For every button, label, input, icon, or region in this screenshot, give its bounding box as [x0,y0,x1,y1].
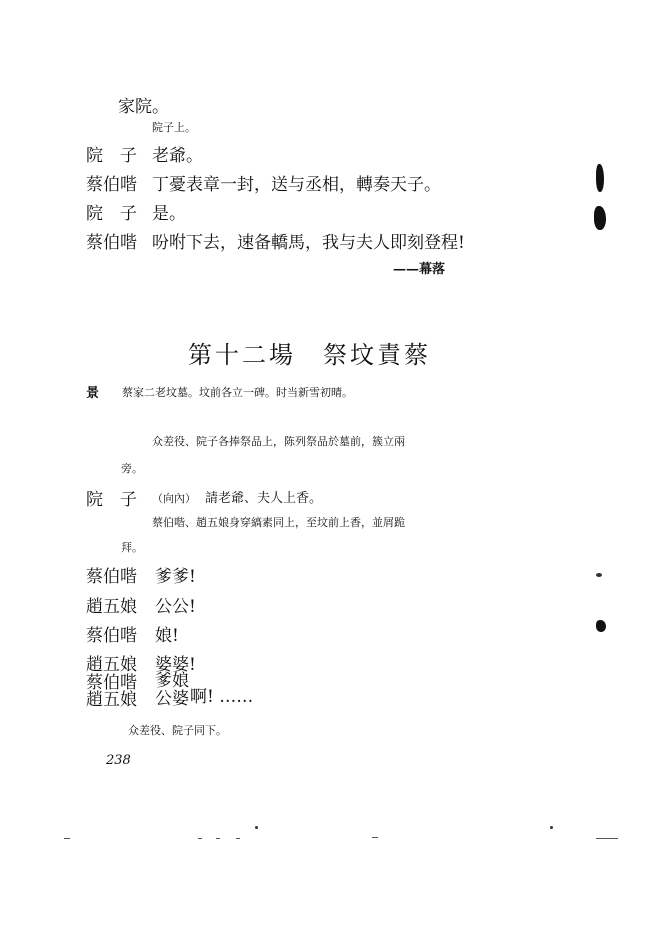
stage-direction: 众差役、院子同下。 [128,724,227,737]
stage-direction: 众差役、院子各捧祭品上，陈列祭品於墓前，簇立兩 [152,435,405,448]
speaker-label: 院 子 [86,490,137,510]
scan-mark [198,838,202,839]
speaker-label: 院 子 [86,146,137,166]
scan-mark [372,837,378,838]
dialogue-text: 娘! [155,626,179,646]
aside-direction: （向內） [152,492,196,505]
speaker-label: 蔡伯喈 [86,626,137,646]
scene-title: 第十二場 祭坟責蔡 [188,341,431,369]
stage-direction: 院子上。 [152,121,196,134]
dialogue-text: 婆婆! [155,655,196,675]
ink-speck [255,826,258,829]
dialogue-text: 公婆 [155,689,189,709]
stage-direction: 蔡伯喈、趙五娘身穿縞素同上，至坟前上香，並屑跪 [152,516,405,529]
dialogue-text: 爹爹! [155,567,196,587]
ink-speck [550,826,553,829]
scan-mark [216,838,220,839]
speaker-label: 趙五娘 [86,655,137,675]
page-number: 238 [106,753,131,768]
scan-mark [64,838,70,839]
dialogue-text: 是。 [152,204,186,224]
ink-blot [596,164,604,192]
setting-label: 景 [86,386,100,401]
continued-line: 家院。 [118,97,169,117]
speaker-label: 蔡伯喈 [86,233,137,253]
dialogue-text: 公公! [155,597,196,617]
dialogue-text: 吩咐下去，速备轎馬，我与夫人即刻登程! [152,233,465,253]
speaker-label: 趙五娘 [86,690,137,710]
curtain-direction: ——幕落 [393,262,446,277]
stage-direction: 拜。 [121,541,143,554]
ink-blot [596,620,606,632]
stage-direction: 旁。 [121,462,143,475]
dialogue-text: 丁憂表章一封，送与丞相，轉奏天子。 [152,175,441,195]
speaker-label: 蔡伯喈 [86,673,137,693]
ink-blot [594,206,606,230]
dialogue-text: 請老爺、夫人上香。 [205,491,323,506]
speaker-label: 院 子 [86,204,137,224]
setting-text: 蔡家二老坟墓。坟前各立一碑。时当新雪初晴。 [122,386,353,399]
dialogue-text: 啊! …… [190,687,254,707]
speaker-label: 趙五娘 [86,597,137,617]
dialogue-text: 爹娘 [155,671,189,691]
scan-mark [596,838,618,839]
dialogue-text: 老爺。 [152,146,203,166]
ink-speck [596,573,602,577]
speaker-label: 蔡伯喈 [86,567,137,587]
scan-mark [236,838,240,839]
speaker-label: 蔡伯喈 [86,175,137,195]
